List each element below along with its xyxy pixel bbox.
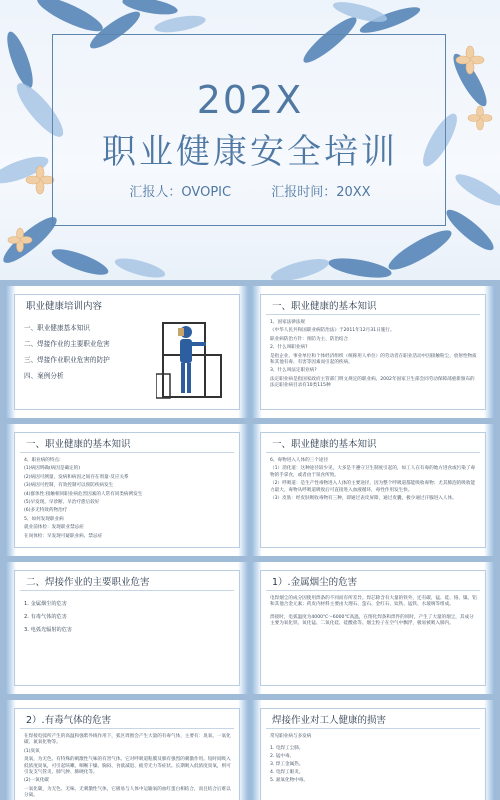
slide-title: 一、职业健康的基本知识 [272,301,377,312]
slide-basic-knowledge-1[interactable] [252,286,494,418]
list-item: 2. 有毒气体的危害 [24,614,67,620]
list-item: 1. 电焊工尘肺。 [270,746,304,752]
list-item: 5. 氮氧化物中毒。 [270,778,309,784]
list-item: 四、案例分析 [24,372,64,380]
body-line: 在焊接电弧所产生的高温和强紫外线作用下，弧区周围会产生大量的有毒气体，主要有：臭氧、一氧化碳、氮氧化物等。 [24,734,231,746]
body-line: (6)多无特效药物治疗 [24,508,68,514]
slide-basic-knowledge-2[interactable] [6,424,248,556]
body-line: 在岗体检：早发现可疑职业病、禁忌症 [24,533,103,539]
slide-body [24,734,232,800]
list-item: 3. 电弧光辐射的危害 [24,627,73,633]
body-line: (4)群体性:接触相同职业病危害因素的人常有同类病例发生 [24,491,143,497]
slide-worker-health-damage[interactable] [252,700,494,800]
body-line: 2、什么叫职业病? [270,345,308,351]
body-line: (5)早发现、早诊断、早治疗愈后较好 [24,500,100,506]
list-item: 2. 锰中毒。 [270,754,295,760]
intro-line: 常见职业病与多发病 [270,734,312,739]
slide-title: 职业健康培训内容 [26,301,103,312]
list-item: 3. 焊工金属热。 [270,762,304,768]
body-line: 就业前体检：发现职业禁忌症 [24,525,84,531]
reporter-label: 汇报人：OVOPIC [129,185,232,200]
slide-title: 焊接作业对工人健康的损害 [272,715,387,726]
cover-slide [0,0,500,280]
body-line: (1)病因明确(病因是确定的) [24,466,81,472]
list-item: 4. 电焊工眼炎。 [270,770,304,776]
body-line: 法定职业病是指国家政府主管部门明文规定的职业病。2002年国家卫生部会同劳动保障部重新颁布的法定职业病目录有10类115种 [270,376,475,389]
body-line: (2)一氧化碳 [24,778,49,784]
body-line: 5、如何发现职业病 [24,516,64,522]
body-line: （3）皮肤：经皮肤吸收毒物有三种，即通过表皮屏障，通过皮囊，极少通过汗腺进入人体。 [270,496,457,502]
list-item: 一、职业健康基本知识 [24,324,90,332]
slide-title: 一、职业健康的基本知识 [26,439,131,450]
body-line: (1)臭氧 [24,748,40,754]
body-line: 焊接时，电弧温度为4000℃～6000℃高温，在熔化焊条和焊件的同时，产生了大量的烟尘，其成分主要为氧化铁、氧化锰、二氧化硅、硅酸盐等。烟尘粒子在空气中飘浮，极易被吸入肺内。 [270,614,474,627]
slide-basic-knowledge-3[interactable] [252,424,494,556]
body-line: 职业病防治方针：预防为主、防治结合 [270,336,349,342]
body-line: 3、什么叫法定职业病? [270,368,317,374]
report-time-label: 汇报时间：20XX [271,185,371,200]
body-line: （1）消化道：这种途径较少见，大多是不遵守卫生制度引起的，如工人在有毒的地方进食或污染了毒物的手拿食，或者由于误食所致。 [270,466,476,478]
cover-year: 202X [196,78,304,122]
slide-body [270,320,478,392]
slide-training-contents[interactable] [6,286,248,418]
body-line: 6、毒物进入人体的三个途径 [270,458,329,463]
body-line: 4、职业病的特点: [24,458,61,463]
body-line: （2）呼吸道：是生产性毒物进入人体的主要途径，因为整个呼吸道都能吸收毒物；尤其肺泡的吸收能力最大，毒物从呼吸道吸收后可直接进入血液循环，毒性作用发生快。 [270,481,476,493]
list-item: 二、焊接作业的主要职业危害 [24,340,110,348]
body-line: (3)病因可控制，有效控制可以预防疾病发生 [24,483,114,489]
welder-illustration [156,312,226,402]
slide-welding-hazards[interactable] [6,562,248,694]
slide-title: 2）.有毒气体的危害 [26,715,112,726]
slide-toxic-gas-hazard[interactable] [6,700,248,800]
body-line: 臭氧，为无色、有特殊的刺激性气味的有害气体。它对呼吸道粘膜及肺有强烈的刺激作用。短时间吸入低浓度臭氧，可引起咳嗽、咽喉干燥、胸闷、食欲减退、疲劳无力等症状。长期吸入低浓度臭氧，则可引发支气管炎、肺气肿、肺硬化等。 [24,757,231,776]
body-line: 是指企业、事业单位和个体经济组织（统称用人单位）的劳动者在职业活动中因接触粉尘、放射性物质和其他有毒、有害等因素而引起的疾病。 [270,353,477,366]
body-line: (2)病因可测量，发病和病因之间存在剂量-反应关系 [24,474,129,480]
slide-title: 二、焊接作业的主要职业危害 [26,577,150,588]
slide-body [270,458,478,504]
body-line: 一氧化碳，为无色、无味、无刺激性气体，它极易与人体中运输氧的血红蛋白相结合，而且结合后难以分离。 [24,786,231,799]
slide-title: 一、职业健康的基本知识 [272,439,377,450]
hazard-list [24,598,232,637]
list-item: 1. 金属烟尘的危害 [24,601,67,607]
slide-body [24,458,232,542]
cover-title: 职业健康安全培训 [102,132,398,172]
cover-meta [0,181,500,200]
body-line: 《中华人民共和国职业病防治法》于2011年12月31日施行。 [270,328,395,334]
slide-metal-fume-hazard[interactable] [252,562,494,694]
slide-body [270,734,478,785]
slide-title: 1）.金属烟尘的危害 [272,577,358,588]
list-item: 三、焊接作业职业危害的防护 [24,356,110,364]
slide-body [270,596,478,630]
body-line: 1、国家法律法规 [270,320,306,325]
body-line: 电焊烟尘的成分因使用焊条的不同而有所差异。焊芯除含有大量的铁外，还有碳、锰、硅、铬、镍、铝和其他合金元素；药皮内材料主要由大理石、萤石、金红石、钛铁、锰铁、水玻璃等组成。 [270,596,477,608]
